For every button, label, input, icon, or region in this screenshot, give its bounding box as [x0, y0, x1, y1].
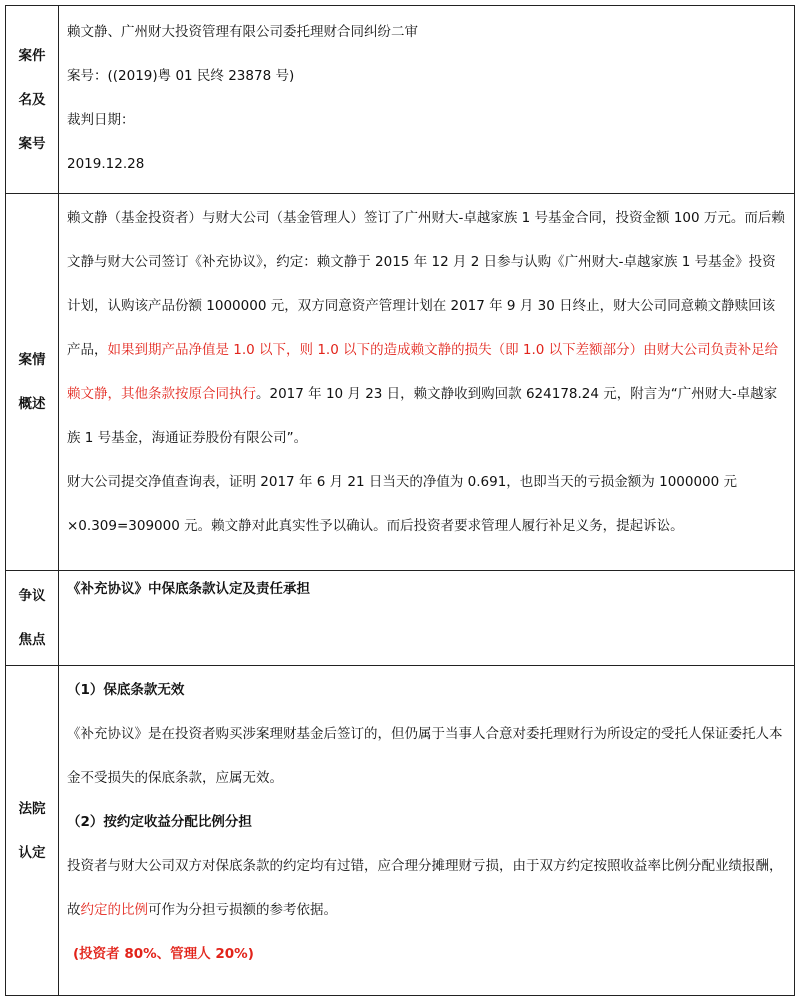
row-ruling [6, 666, 795, 996]
content-focus [59, 571, 795, 666]
summary-text: 赖文静（基金投资者）与财大公司（基金管理人）签订了广州财大-卓越家族 1 号基金合同，投资金额 100 万元。而后赖文静与财大公司签订《补充协议》，约定：赖文静于 2015 年 12 月 2 日参与认购《广州财大-卓越家族 1 号基金》投资计划，认购该产品份额 1000000 元，双方同意资产管理计划在 2017 年 9 月 30 日终止，财大公司同意赖文静赎回该产品， [67, 210, 785, 358]
ruling-paragraph-1: 《补充协议》是在投资者购买涉案理财基金后签订的，但仍属于当事人合意对委托理财行为所设定的受托人保证委托人本金不受损失的保底条款，应属无效。 [67, 726, 783, 786]
content-summary [59, 194, 795, 571]
summary-paragraph-2: 财大公司提交净值查询表，证明 2017 年 6 月 21 日当天的净值为 0.691，也即当天的亏损金额为 1000000 元×0.309=309000 元。赖文静对此真实性予以确认。而后投资者要求管理人履行补足义务，提起诉讼。 [67, 474, 738, 534]
content-case [59, 6, 795, 194]
label-line: 案件 [18, 47, 46, 64]
ruling-highlight: 约定的比例 [80, 902, 148, 918]
summary-paragraph-1 [67, 196, 786, 460]
ruling-heading-2: （2）按约定收益分配比例分担 [67, 814, 252, 830]
case-number: 案号：((2019)粤 01 民终 23878 号) [67, 68, 295, 84]
label-case [6, 6, 59, 194]
label-line: 认定 [18, 844, 46, 861]
ruling-text: 投资者与财大公司双方对保底条款的约定均有过错，应合理分摊理财亏损，由于双方约定按照收益率比例分配业绩报酬，故 [67, 858, 783, 918]
label-ruling [6, 666, 59, 996]
label-line: 法院 [18, 800, 46, 817]
ruling-heading-1: （1）保底条款无效 [67, 682, 185, 698]
ruling-text: 可作为分担亏损额的参考依据。 [148, 902, 337, 918]
row-focus [6, 571, 795, 666]
label-line: 名及 [18, 91, 46, 108]
focus-text: 《补充协议》中保底条款认定及责任承担 [67, 581, 310, 597]
label-line: 案号 [18, 135, 46, 152]
ruling-paragraph-2 [67, 844, 786, 932]
label-line: 争议 [18, 588, 46, 604]
case-table [5, 5, 795, 996]
case-title: 赖文静、广州财大投资管理有限公司委托理财合同纠纷二审 [67, 24, 418, 40]
label-line: 案情 [18, 352, 46, 368]
row-summary [6, 194, 795, 571]
ruling-ratio: (投资者 80%、管理人 20%) [73, 946, 254, 962]
summary-highlight: 如果到期产品净值是 1.0 以下，则 1.0 以下的造成赖文静的损失（即 1.0 以下差额部分）由财大公司负责补足给赖文静，其他条款按原合同执行 [67, 342, 779, 402]
row-case [6, 6, 795, 194]
date-label: 裁判日期： [67, 112, 135, 128]
label-focus [6, 571, 59, 666]
label-line: 概述 [18, 396, 46, 412]
judgment-date: 2019.12.28 [67, 156, 145, 172]
label-line: 焦点 [18, 632, 46, 648]
content-ruling [59, 666, 795, 996]
label-summary [6, 194, 59, 571]
summary-text: 。2017 年 10 月 23 日，赖文静收到购回款 624178.24 元，附言为“广州财大-卓越家族 1 号基金，海通证券股份有限公司”。 [67, 386, 778, 446]
